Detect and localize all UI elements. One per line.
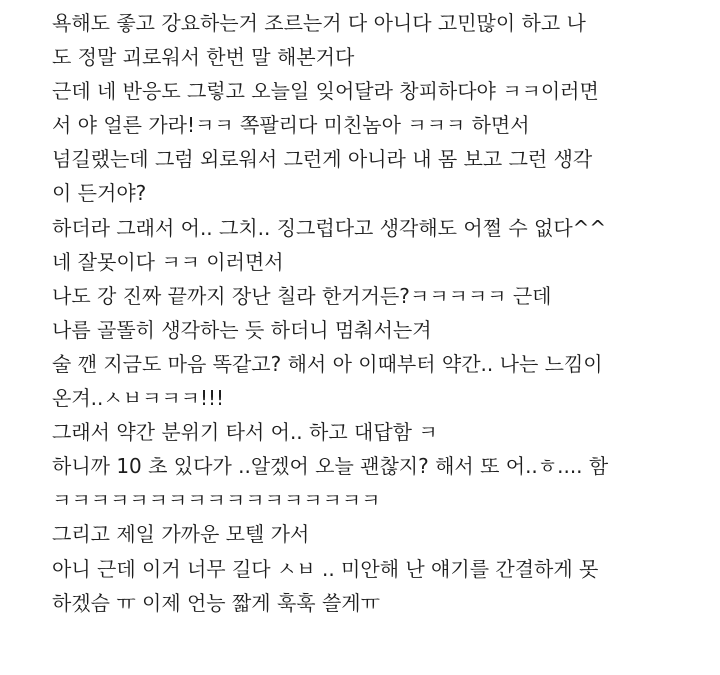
text-line: 도 정말 괴로워서 한번 말 해본거다: [52, 45, 355, 70]
text-line: 나름 골똘히 생각하는 듯 하더니 멈춰서는겨: [52, 317, 432, 342]
text-line: 하겠슴 ㅠ 이제 언능 짧게 훅훅 쓸게ㅠ: [52, 590, 380, 615]
text-line: 온겨..ㅅㅂㅋㅋㅋ!!!: [52, 386, 225, 411]
text-line: 욕해도 좋고 강요하는거 조르는거 다 아니다 고민많이 하고 나: [52, 11, 586, 35]
text-line: 서 야 얼른 가라!ㅋㅋ 쪽팔리다 미친놈아 ㅋㅋㅋ 하면서: [52, 113, 530, 138]
text-line: 아니 근데 이거 너무 길다 ㅅㅂ .. 미안해 난 얘기를 간결하게 못: [52, 556, 599, 581]
text-line: 나도 강 진짜 끝까지 장난 칠라 한거거든?ㅋㅋㅋㅋㅋ 근데: [52, 283, 552, 308]
text-line: 넘길랬는데 그럼 외로워서 그런게 아니라 내 몸 보고 그런 생각: [52, 147, 593, 172]
text-line: 근데 네 반응도 그렇고 오늘일 잊어달라 창피하다야 ㅋㅋ이러면: [52, 79, 599, 104]
text-line: ㅋㅋㅋㅋㅋㅋㅋㅋㅋㅋㅋㅋㅋㅋㅋㅋㅋ: [52, 488, 381, 513]
text-line: 술 깬 지금도 마음 똑같고? 해서 아 이때부터 약간.. 나는 느낌이: [52, 351, 603, 376]
text-body: [52, 6, 712, 620]
text-line: 하더라 그래서 어.. 그치.. 징그럽다고 생각해도 어쩔 수 없다^^: [52, 215, 607, 240]
text-line: 하니까 10 초 있다가 ..알겠어 오늘 괜찮지? 해서 또 어..ㅎ.... 함: [52, 454, 609, 479]
text-line: 그래서 약간 분위기 타서 어.. 하고 대답함 ㅋ: [52, 420, 438, 445]
text-line: 그리고 제일 가까운 모텔 가서: [52, 522, 310, 547]
text-line: 이 든거야?: [52, 181, 147, 206]
text-line: 네 잘못이다 ㅋㅋ 이러면서: [52, 249, 284, 274]
